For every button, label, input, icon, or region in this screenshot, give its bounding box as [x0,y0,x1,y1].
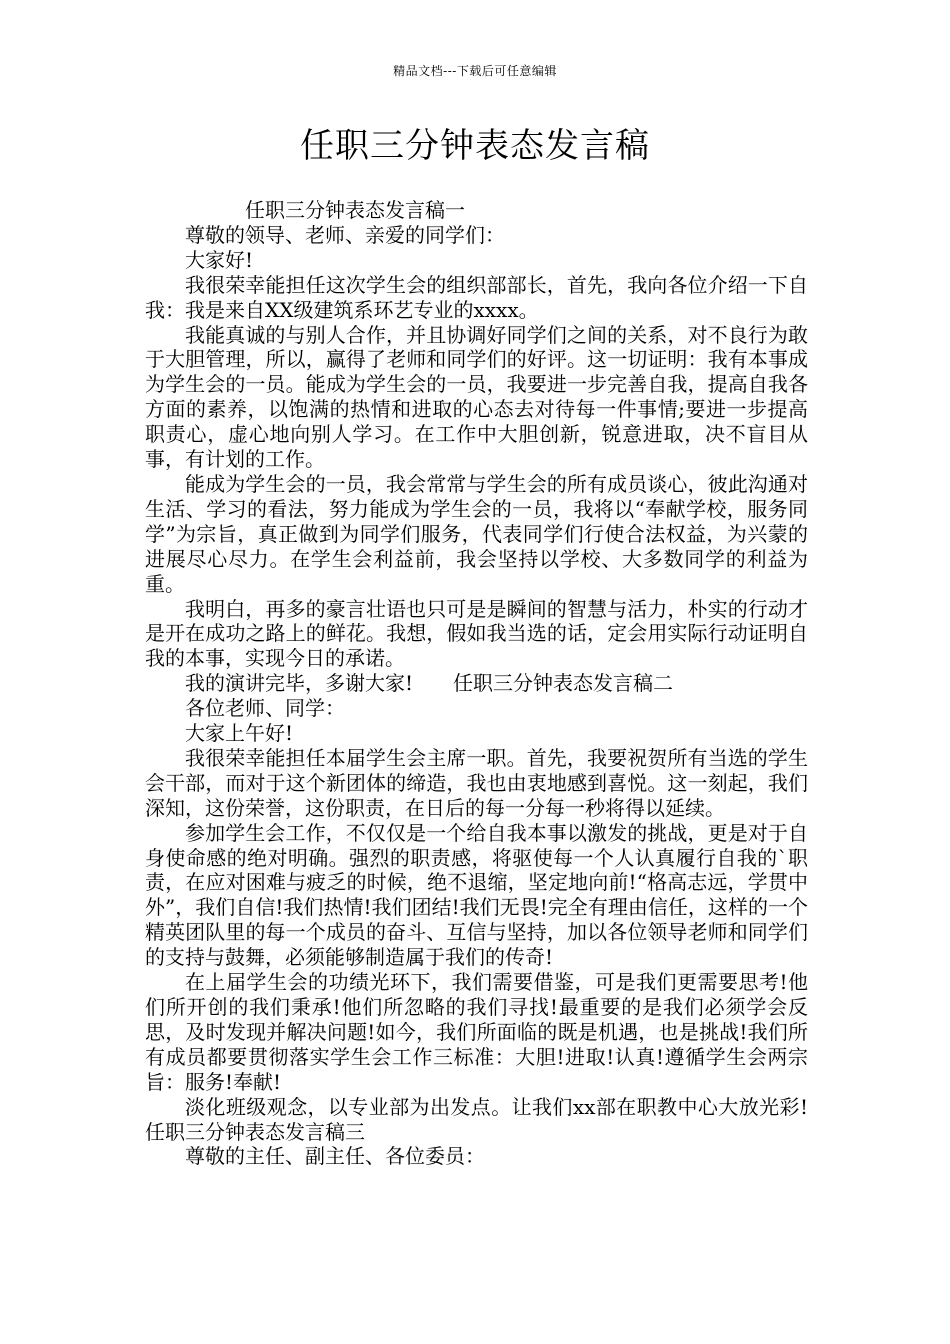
body-paragraph: 参加学生会工作，不仅仅是一个给自我本事以激发的挑战，更是对于自身使命感的绝对明确。强烈的职责感，将驱使每一个人认真履行自我的`职责，在应对困难与疲乏的时候，绝不退缩，坚定地向前!“格高志远，学贯中外”，我们自信!我们热情!我们团结!我们无畏!完全有理由信任，这样的一个精英团队里的每一个成员的奋斗、互信与坚持，加以各位领导老师和同学们的支持与鼓舞，必须能够制造属于我们的传奇! [145,820,808,970]
body-paragraph: 我能真诚的与别人合作，并且协调好同学们之间的关系，对不良行为敢于大胆管理，所以，赢得了老师和同学们的好评。这一切证明：我有本事成为学生会的一员。能成为学生会的一员，我要进一步完善自我，提高自我各方面的素养，以饱满的热情和进取的心态去对待每一件事情;要进一步提高职责心，虚心地向别人学习。在工作中大胆创新，锐意进取，决不盲目从事，有计划的工作。 [145,322,808,472]
body-paragraph: 我很荣幸能担任本届学生会主席一职。首先，我要祝贺所有当选的学生会干部，而对于这个新团体的缔造，我也由衷地感到喜悦。这一刻起，我们深知，这份荣誉，这份职责，在日后的每一分每一秒将得以延续。 [145,745,808,820]
closing-and-heading-2: 我的演讲完毕，多谢大家! 任职三分钟表态发言稿二 [185,671,674,696]
document-title: 任职三分钟表态发言稿 [300,126,650,166]
body-paragraph: 能成为学生会的一员，我会常常与学生会的所有成员谈心，彼此沟通对生活、学习的看法，努力能成为学生会的一员，我将以“奉献学校，服务同学”为宗旨，真正做到为同学们服务，代表同学们行使合法权益，为兴蒙的进展尽心尽力。在学生会利益前，我会坚持以学校、大多数同学的利益为重。 [145,471,808,596]
salutation: 尊敬的领导、老师、亲爱的同学们： [185,222,505,247]
body-paragraph: 在上届学生会的功绩光环下，我们需要借鉴，可是我们更需要思考!他们所开创的我们秉承!他们所忽略的我们寻找!最重要的是我们必须学会反思，及时发现并解决问题!如今，我们所面临的既是机遇，也是挑战!我们所有成员都要贯彻落实学生会工作三标准：大胆!进取!认真!遵循学生会两宗旨：服务!奉献! [145,970,808,1094]
section-heading-1: 任职三分钟表态发言稿一 [245,198,465,222]
page-header: 精品文档---下载后可任意编辑 [393,64,557,78]
salutation: 各位老师、同学： [185,696,345,721]
body-paragraph: 我明白，再多的豪言壮语也只可是是瞬间的智慧与活力，朴实的行动才是开在成功之路上的鲜花。我想，假如我当选的话，定会用实际行动证明自我的本事，实现今日的承诺。 [145,596,808,671]
greeting: 大家上午好! [185,721,294,746]
greeting: 大家好! [185,247,254,272]
salutation: 尊敬的主任、副主任、各位委员： [185,1144,485,1169]
document-body [145,198,848,1169]
body-paragraph: 我很荣幸能担任这次学生会的组织部部长，首先，我向各位介绍一下自我：我是来自XX级建筑系环艺专业的xxxx。 [145,272,808,322]
closing-and-heading-3: 淡化班级观念，以专业部为出发点。让我们xx部在职教中心大放光彩! 任职三分钟表态发言稿三 [145,1094,848,1144]
